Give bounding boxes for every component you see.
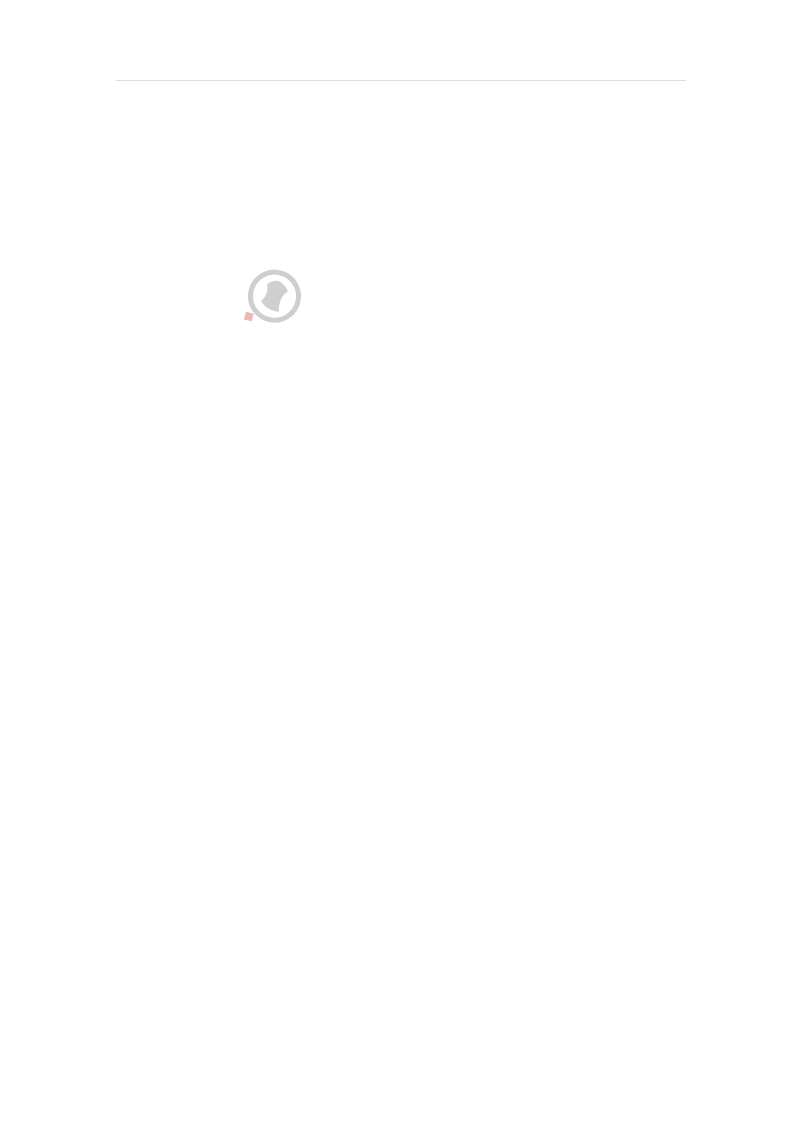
watermark [201, 255, 448, 444]
document-page [116, 60, 686, 81]
divider [116, 80, 686, 81]
logo-icon [236, 260, 311, 342]
